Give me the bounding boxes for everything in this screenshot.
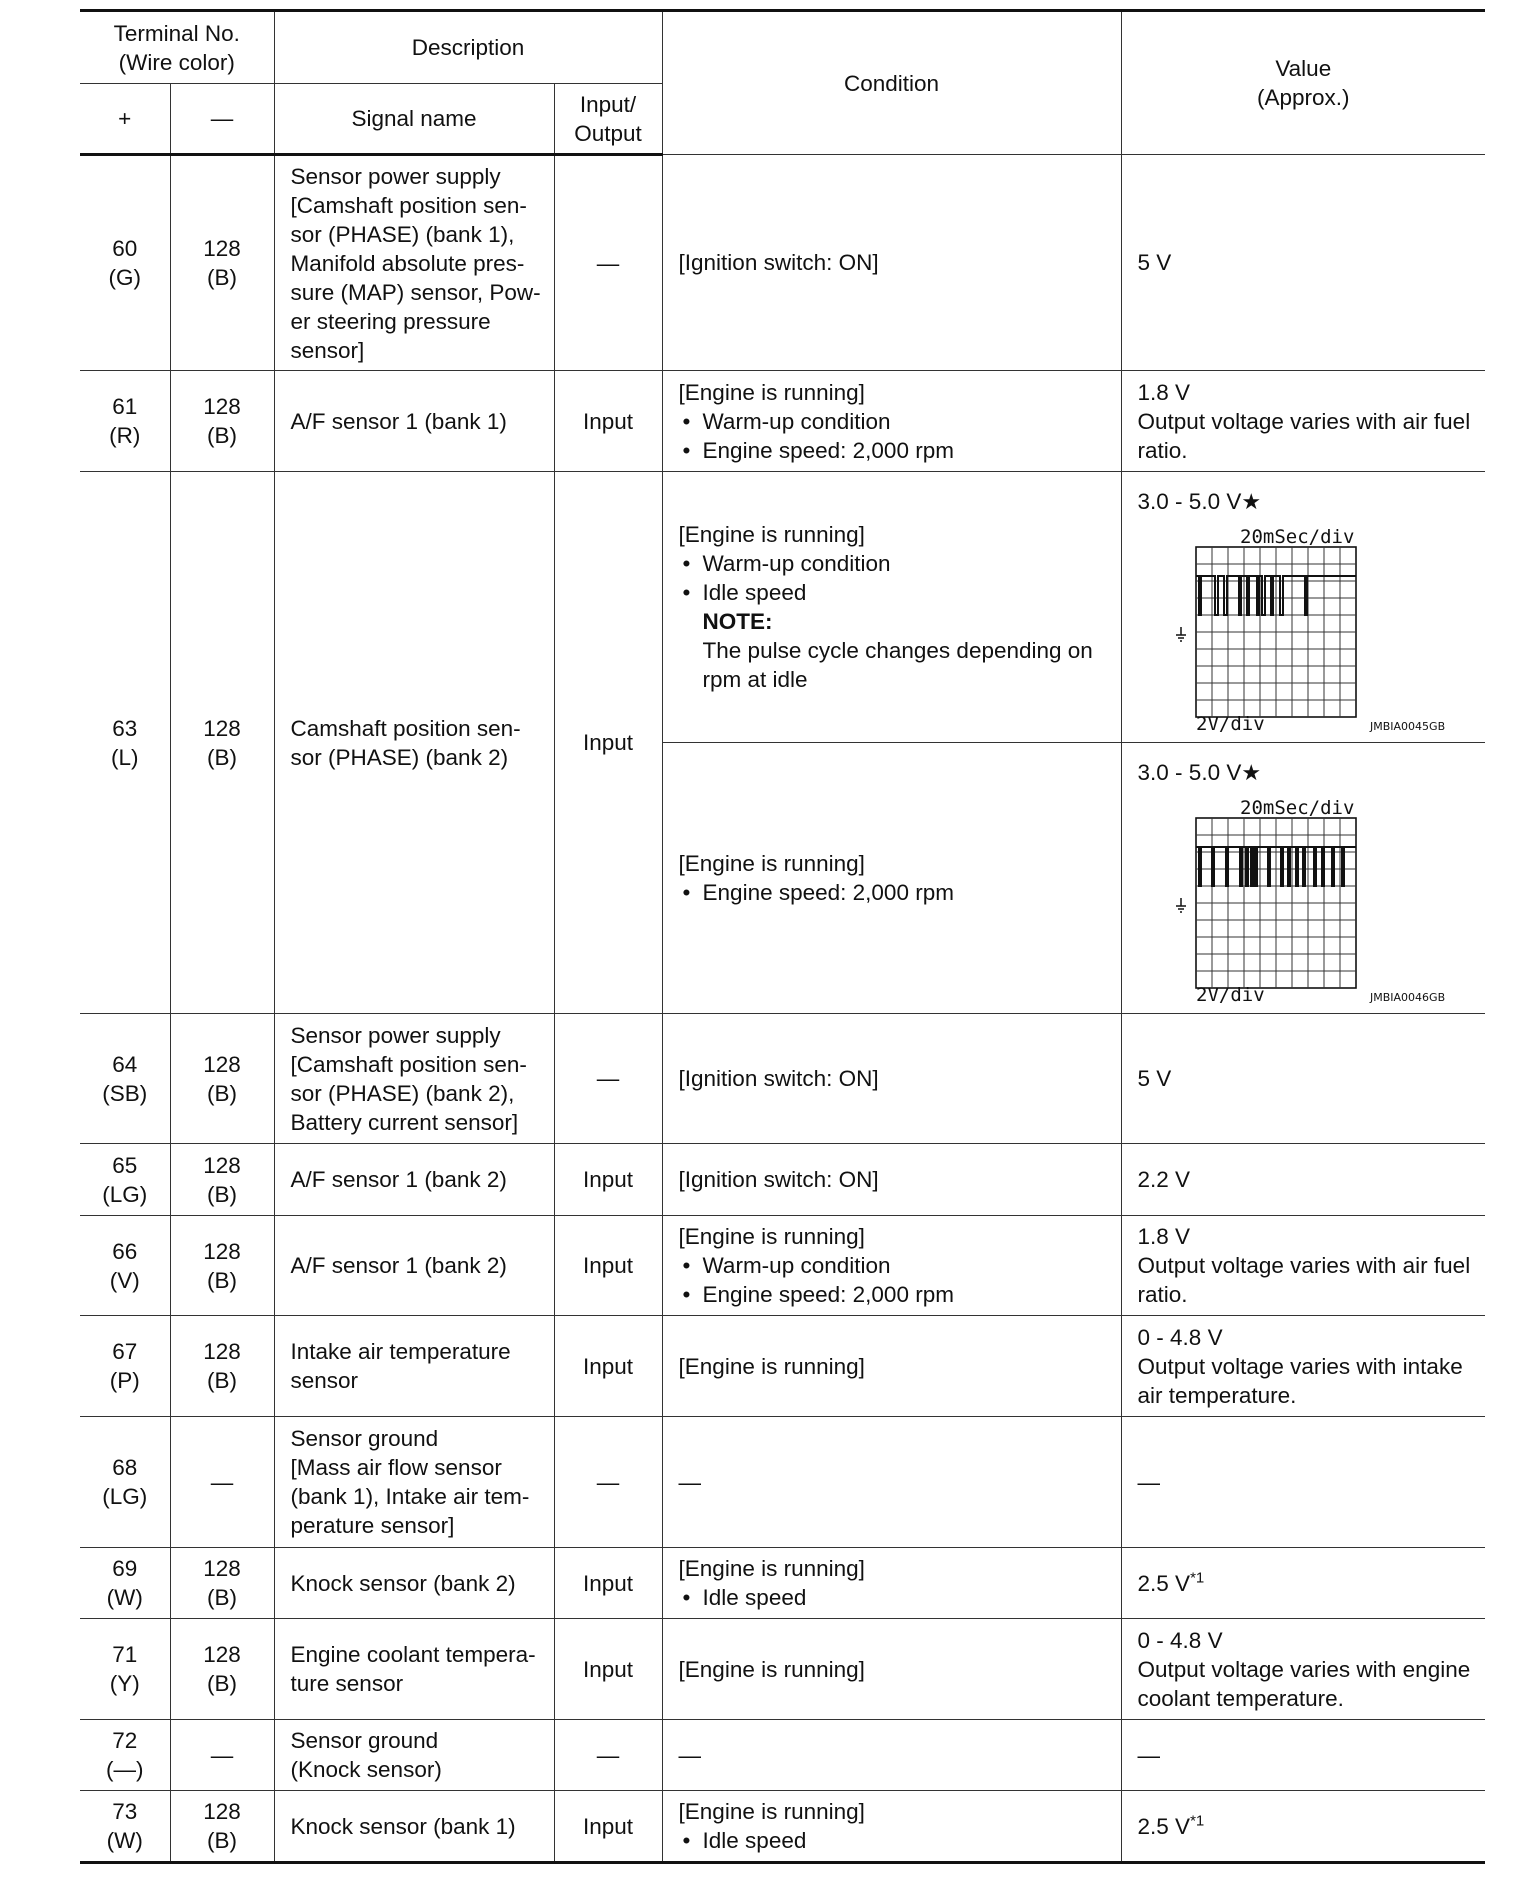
value: 5 V xyxy=(1121,155,1485,371)
scope-grid xyxy=(1196,547,1356,717)
wire-color: (LG) xyxy=(102,1181,148,1207)
wire-color: (Y) xyxy=(109,1671,140,1696)
table-row xyxy=(80,1216,1485,1316)
signal-name xyxy=(274,1014,554,1144)
wire-color: (V) xyxy=(109,1267,140,1293)
signal-line: (bank 1), Intake air tem- xyxy=(290,1484,530,1509)
condition-head: [Engine is running] xyxy=(678,1556,865,1581)
volt-div-label: 2V/div xyxy=(1195,984,1265,1006)
condition-header: Condition xyxy=(662,11,1121,155)
value xyxy=(1121,1316,1485,1417)
condition-bullet: • Engine speed: 2,000 rpm xyxy=(679,878,1113,907)
input-output: Input xyxy=(554,371,662,472)
footnote-mark: *1 xyxy=(1190,1812,1205,1829)
signal-name xyxy=(274,1316,554,1417)
terminal-no-label: Terminal No. xyxy=(113,20,240,46)
ground-symbol-icon xyxy=(1176,627,1186,641)
table-row xyxy=(80,1720,1485,1791)
signal-line: sor (PHASE) (bank 2) xyxy=(290,744,509,770)
condition xyxy=(662,371,1121,472)
value-line: ratio. xyxy=(1137,1282,1188,1307)
signal-name-header: Signal name xyxy=(274,84,554,155)
signal-line: perature sensor] xyxy=(290,1513,455,1538)
value xyxy=(1121,371,1485,472)
terminal-number: 128 xyxy=(203,1339,241,1364)
minus-terminal xyxy=(170,1316,274,1417)
minus-terminal: — xyxy=(170,1417,274,1548)
wire-color: (W) xyxy=(106,1828,143,1853)
value xyxy=(1121,1216,1485,1316)
ground-symbol-icon xyxy=(1176,898,1186,912)
plus-terminal xyxy=(80,371,170,472)
signal-line: ture sensor xyxy=(290,1671,404,1696)
condition: — xyxy=(662,1417,1121,1548)
value-line: ratio. xyxy=(1137,437,1188,463)
wire-color: (—) xyxy=(106,1757,144,1782)
minus-terminal xyxy=(170,1014,274,1144)
signal-line: er steering pressure xyxy=(290,308,491,334)
condition xyxy=(662,1548,1121,1619)
signal-name: Knock sensor (bank 1) xyxy=(274,1791,554,1863)
figure-code: JMBIA0045GB xyxy=(1369,720,1445,733)
condition: — xyxy=(662,1720,1121,1791)
terminal-spec-table xyxy=(80,9,1485,1864)
minus-terminal xyxy=(170,1216,274,1316)
input-output: Input xyxy=(554,1216,662,1316)
value: 5 V xyxy=(1121,1014,1485,1144)
condition-head: [Engine is running] xyxy=(678,1224,865,1249)
condition xyxy=(662,472,1121,743)
value xyxy=(1121,1548,1485,1619)
signal-name xyxy=(274,155,554,371)
terminal-no-header xyxy=(80,11,274,84)
minus-terminal: — xyxy=(170,1720,274,1791)
signal-name xyxy=(274,1417,554,1548)
wire-color: (B) xyxy=(207,1080,237,1106)
condition: [Ignition switch: ON] xyxy=(662,1014,1121,1144)
terminal-number: 63 xyxy=(112,715,138,741)
note-line: The pulse cycle changes depending on xyxy=(702,638,1093,663)
signal-line: Sensor ground xyxy=(290,1728,439,1753)
condition-bullet: • Engine speed: 2,000 rpm xyxy=(679,1280,1113,1309)
condition-bullet: • Idle speed xyxy=(679,578,1113,607)
condition-head: [Engine is running] xyxy=(678,379,865,405)
terminal-number: 73 xyxy=(112,1799,138,1824)
condition-head: [Engine is running] xyxy=(678,851,865,876)
waveform-figure xyxy=(1122,748,1486,1008)
input-output: Input xyxy=(554,1144,662,1216)
signal-line: sor (PHASE) (bank 1), xyxy=(290,221,515,247)
value-with-waveform xyxy=(1121,472,1485,743)
terminal-number: 128 xyxy=(203,715,241,741)
minus-header: — xyxy=(170,84,274,155)
note-line: rpm at idle xyxy=(702,667,808,692)
wire-color: (B) xyxy=(207,265,237,290)
plus-terminal xyxy=(80,1791,170,1863)
table-row xyxy=(80,1316,1485,1417)
value-text: 2.5 V xyxy=(1137,1570,1191,1596)
condition-bullet: • Engine speed: 2,000 rpm xyxy=(679,436,1113,465)
terminal-number: 128 xyxy=(203,1051,241,1077)
table-row xyxy=(80,371,1485,472)
value-text: 2.5 V xyxy=(1137,1813,1191,1839)
plus-terminal xyxy=(80,1316,170,1417)
wire-color: (B) xyxy=(207,1368,237,1393)
terminal-number: 128 xyxy=(203,1556,241,1581)
condition: [Engine is running] xyxy=(662,1619,1121,1720)
terminal-number: 128 xyxy=(203,1152,241,1178)
signal-line: Intake air temperature xyxy=(290,1339,511,1364)
input-output: — xyxy=(554,1417,662,1548)
value: 2.2 V xyxy=(1121,1144,1485,1216)
input-output: — xyxy=(554,1014,662,1144)
minus-terminal xyxy=(170,1619,274,1720)
value-line: 1.8 V xyxy=(1137,1224,1191,1249)
terminal-number: 67 xyxy=(112,1339,138,1364)
input-output: — xyxy=(554,155,662,371)
input-output-label-2: Output xyxy=(574,120,642,146)
value-line: air temperature. xyxy=(1137,1382,1297,1408)
figure-code: JMBIA0046GB xyxy=(1369,991,1445,1004)
value-range: 3.0 - 5.0 V xyxy=(1137,489,1242,514)
signal-line: (Knock sensor) xyxy=(290,1757,442,1782)
signal-name: A/F sensor 1 (bank 2) xyxy=(274,1216,554,1316)
wire-color: (R) xyxy=(109,423,141,448)
plus-terminal xyxy=(80,472,170,1014)
value-approx-label: (Approx.) xyxy=(1257,85,1350,110)
condition-bullet: • Warm-up condition xyxy=(679,549,1113,578)
value-line: 0 - 4.8 V xyxy=(1137,1627,1223,1653)
value-line: 1.8 V xyxy=(1137,379,1191,405)
plus-terminal xyxy=(80,1014,170,1144)
wire-color: (L) xyxy=(111,744,139,770)
terminal-number: 66 xyxy=(112,1238,138,1264)
wire-color: (LG) xyxy=(102,1484,148,1509)
input-output: Input xyxy=(554,1548,662,1619)
header-row-1 xyxy=(80,11,1485,84)
condition xyxy=(662,1216,1121,1316)
table-row xyxy=(80,1619,1485,1720)
value-line: Output voltage varies with intake xyxy=(1137,1353,1463,1379)
wire-color: (B) xyxy=(207,1181,237,1207)
terminal-number: 72 xyxy=(112,1728,138,1753)
signal-line: Sensor ground xyxy=(290,1426,439,1451)
value: — xyxy=(1121,1417,1485,1548)
signal-line: Manifold absolute pres- xyxy=(290,250,525,276)
input-output: — xyxy=(554,1720,662,1791)
signal-line: sure (MAP) sensor, Pow- xyxy=(290,279,541,305)
signal-name: A/F sensor 1 (bank 2) xyxy=(274,1144,554,1216)
terminal-number: 71 xyxy=(112,1642,138,1667)
table-row xyxy=(80,1014,1485,1144)
signal-line: Battery current sensor] xyxy=(290,1109,519,1135)
table-row xyxy=(80,1548,1485,1619)
plus-header: + xyxy=(80,84,170,155)
value-line: Output voltage varies with air fuel xyxy=(1137,408,1471,434)
wire-color: (B) xyxy=(207,1267,237,1293)
plus-terminal xyxy=(80,1720,170,1791)
signal-line: Camshaft position sen- xyxy=(290,715,521,741)
condition-bullet: • Warm-up condition xyxy=(679,407,1113,436)
value-line: Output voltage varies with engine xyxy=(1137,1656,1471,1682)
wire-color: (W) xyxy=(106,1585,143,1610)
terminal-number: 128 xyxy=(203,394,241,419)
wire-color: (G) xyxy=(108,265,141,290)
minus-terminal xyxy=(170,1791,274,1863)
wire-color: (B) xyxy=(207,744,237,770)
terminal-number: 128 xyxy=(203,236,241,261)
wire-color: (B) xyxy=(207,423,237,448)
terminal-number: 64 xyxy=(112,1051,138,1077)
terminal-number: 68 xyxy=(112,1455,138,1480)
volt-div-label: 2V/div xyxy=(1195,713,1265,735)
description-header: Description xyxy=(274,11,662,84)
value xyxy=(1121,1619,1485,1720)
plus-terminal xyxy=(80,1144,170,1216)
signal-line: [Camshaft position sen- xyxy=(290,1051,527,1077)
table-row xyxy=(80,155,1485,371)
star-icon: ★ xyxy=(1241,760,1262,785)
signal-name: A/F sensor 1 (bank 1) xyxy=(274,371,554,472)
terminal-number: 128 xyxy=(203,1799,241,1824)
wire-color-label: (Wire color) xyxy=(118,49,235,75)
value xyxy=(1121,1791,1485,1863)
table-row xyxy=(80,1791,1485,1863)
terminal-number: 128 xyxy=(203,1642,241,1667)
signal-line: Sensor power supply xyxy=(290,163,501,189)
signal-line: Engine coolant tempera- xyxy=(290,1642,536,1667)
condition-head: [Engine is running] xyxy=(678,522,865,547)
condition-bullet: • Idle speed xyxy=(679,1826,1113,1855)
time-div-label: 20mSec/div xyxy=(1239,797,1354,819)
value-range: 3.0 - 5.0 V xyxy=(1137,760,1242,785)
footnote-mark: *1 xyxy=(1190,1569,1205,1586)
minus-terminal xyxy=(170,1548,274,1619)
condition-head: [Engine is running] xyxy=(678,1799,865,1824)
signal-name xyxy=(274,1720,554,1791)
minus-terminal xyxy=(170,472,274,1014)
condition: [Ignition switch: ON] xyxy=(662,155,1121,371)
value-with-waveform xyxy=(1121,743,1485,1014)
oscilloscope-graph xyxy=(1122,748,1486,1008)
time-div-label: 20mSec/div xyxy=(1239,526,1354,548)
input-output: Input xyxy=(554,1791,662,1863)
input-output: Input xyxy=(554,472,662,1014)
signal-name: Knock sensor (bank 2) xyxy=(274,1548,554,1619)
condition: [Ignition switch: ON] xyxy=(662,1144,1121,1216)
condition xyxy=(662,1791,1121,1863)
signal-name xyxy=(274,1619,554,1720)
note-label: NOTE: xyxy=(702,609,773,634)
condition xyxy=(662,743,1121,1014)
wire-color: (P) xyxy=(109,1368,140,1393)
input-output: Input xyxy=(554,1316,662,1417)
value-line: 0 - 4.8 V xyxy=(1137,1324,1223,1350)
signal-line: [Camshaft position sen- xyxy=(290,192,527,218)
plus-terminal xyxy=(80,155,170,371)
condition-bullet: • Warm-up condition xyxy=(679,1251,1113,1280)
signal-line: sensor] xyxy=(290,337,365,363)
plus-terminal xyxy=(80,1548,170,1619)
terminal-number: 61 xyxy=(112,394,138,419)
terminal-number: 128 xyxy=(203,1238,241,1264)
signal-name xyxy=(274,472,554,1014)
plus-terminal xyxy=(80,1619,170,1720)
input-output: Input xyxy=(554,1619,662,1720)
minus-terminal xyxy=(170,155,274,371)
plus-terminal xyxy=(80,1216,170,1316)
waveform-figure xyxy=(1122,477,1486,737)
wire-color: (B) xyxy=(207,1671,237,1696)
star-icon: ★ xyxy=(1241,489,1262,514)
value-line: Output voltage varies with air fuel xyxy=(1137,1253,1471,1278)
terminal-number: 65 xyxy=(112,1152,138,1178)
wire-color: (B) xyxy=(207,1585,237,1610)
input-output-header xyxy=(554,84,662,155)
scope-grid xyxy=(1196,818,1356,988)
minus-terminal xyxy=(170,1144,274,1216)
table-row xyxy=(80,472,1485,743)
signal-line: sensor xyxy=(290,1368,359,1393)
value-header xyxy=(1121,11,1485,155)
input-output-label: Input/ xyxy=(579,91,637,117)
signal-line: sor (PHASE) (bank 2), xyxy=(290,1080,515,1106)
signal-line: [Mass air flow sensor xyxy=(290,1455,502,1480)
condition-bullet: • Idle speed xyxy=(679,1583,1113,1612)
value: — xyxy=(1121,1720,1485,1791)
table-row xyxy=(80,1417,1485,1548)
signal-line: Sensor power supply xyxy=(290,1022,501,1048)
wire-color: (SB) xyxy=(102,1080,148,1106)
condition: [Engine is running] xyxy=(662,1316,1121,1417)
value-label: Value xyxy=(1275,56,1332,81)
value-line: coolant temperature. xyxy=(1137,1685,1344,1711)
terminal-number: 60 xyxy=(112,236,138,261)
minus-terminal xyxy=(170,371,274,472)
table-row xyxy=(80,1144,1485,1216)
plus-terminal xyxy=(80,1417,170,1548)
wire-color: (B) xyxy=(207,1828,237,1853)
terminal-number: 69 xyxy=(112,1556,138,1581)
oscilloscope-graph xyxy=(1122,477,1486,737)
